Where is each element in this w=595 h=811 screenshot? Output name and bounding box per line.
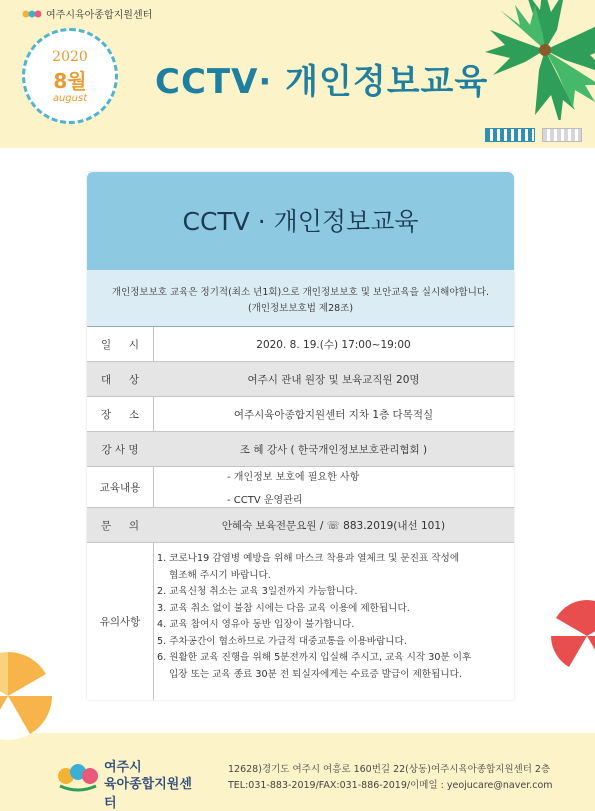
row-label: 대 상 <box>87 362 154 396</box>
striped-towel-gray <box>542 128 582 142</box>
row-notes <box>87 543 514 700</box>
document-header <box>87 172 514 270</box>
row-target <box>87 362 514 397</box>
note-item: 1. 코로나19 감염병 예방을 위해 마스크 착용과 열체크 및 문진표 작성에 <box>157 553 460 564</box>
note-item: 3. 교육 취소 없이 불참 시에는 다음 교육 이용에 제한됩니다. <box>157 602 410 614</box>
page-title: CCTV· 개인정보교육 <box>155 62 489 102</box>
footer-logo-line-1: 여주시 <box>104 760 142 775</box>
row-value: 조 혜 강사 ( 한국개인정보보호관리협회 ) <box>153 432 514 466</box>
note-item: 입장 또는 교육 종료 30분 전 퇴실자에게는 수료증 발급이 제한됩니다. <box>169 668 462 680</box>
note-item: 5. 주차공간이 협소하므로 가급적 대중교통을 이용바랍니다. <box>157 635 407 647</box>
notice-line-1: 개인정보보호 교육은 정기적(최소 년1회)으로 개인정보보호 및 보안교육을 실시해야합니다. <box>111 287 490 298</box>
row-datetime <box>87 327 514 362</box>
content-list <box>227 467 359 507</box>
footer-logo-line-2: 육아종합지원센터 <box>104 777 192 811</box>
row-label: 유의사항 <box>87 543 154 700</box>
badge-year: 2020 <box>52 49 88 65</box>
row-label: 교육내용 <box>87 467 154 507</box>
note-item: 협조해 주시기 바랍니다. <box>169 569 271 581</box>
footer-address: 12628)경기도 여주시 여흥로 160번길 22(상동)여주시육아종합지원센터 2층 <box>228 764 551 775</box>
footer-contact <box>228 762 553 794</box>
list-item: - 개인정보 보호에 필요한 사항 <box>227 472 360 483</box>
badge-month: 8월 <box>53 69 87 93</box>
center-logo-icon <box>56 758 100 792</box>
footer-logo <box>56 752 196 811</box>
notice-line-2: (개인정보보호법 제28조) <box>247 303 354 314</box>
center-name-text: 여주시육아종합지원센터 <box>46 10 153 21</box>
document-title: CCTV · 개인정보교육 <box>182 207 419 236</box>
note-item: 2. 교육신청 취소는 교육 3일전까지 가능합니다. <box>157 586 358 597</box>
row-instructor <box>87 432 514 467</box>
row-label: 문 의 <box>87 508 154 542</box>
row-value: 여주시 관내 원장 및 보육교직원 20명 <box>153 362 514 396</box>
striped-towel-blue <box>485 128 535 142</box>
notes-list <box>157 551 471 683</box>
row-value: 안혜숙 보육전문요원 / ☏ 883.2019(내선 101) <box>153 508 514 542</box>
beach-umbrella-icon <box>0 650 54 742</box>
date-badge <box>22 28 118 124</box>
center-name <box>22 6 152 21</box>
row-location <box>87 397 514 432</box>
center-logo-icon <box>22 8 42 20</box>
row-label: 일 시 <box>87 327 154 361</box>
row-label: 장 소 <box>87 397 154 431</box>
row-value: 2020. 8. 19.(수) 17:00~19:00 <box>256 338 411 351</box>
footer-contact-info: TEL:031-883-2019/FAX:031-886-2019/이메일 : yeojucare@naver.com <box>228 780 553 791</box>
badge-month-en: august <box>52 93 88 104</box>
row-inquiry <box>87 508 514 543</box>
palm-leaves-icon <box>485 0 595 120</box>
notice-box <box>87 270 514 327</box>
beach-umbrella-red-icon <box>549 598 595 674</box>
list-item: - CCTV 운영관리 <box>227 495 303 506</box>
education-notice-document <box>87 172 514 700</box>
row-value: 여주시육아종합지원센터 지차 1층 다목적실 <box>233 408 434 421</box>
row-content <box>87 467 514 508</box>
note-item: 6. 원활한 교육 진행을 위해 5분전까지 입실해 주시고, 교육 시작 30분 이후 <box>157 652 472 663</box>
note-item: 4. 교육 참여시 영유아 동반 입장이 불가합니다. <box>157 619 355 630</box>
row-label: 강 사 명 <box>87 432 154 466</box>
